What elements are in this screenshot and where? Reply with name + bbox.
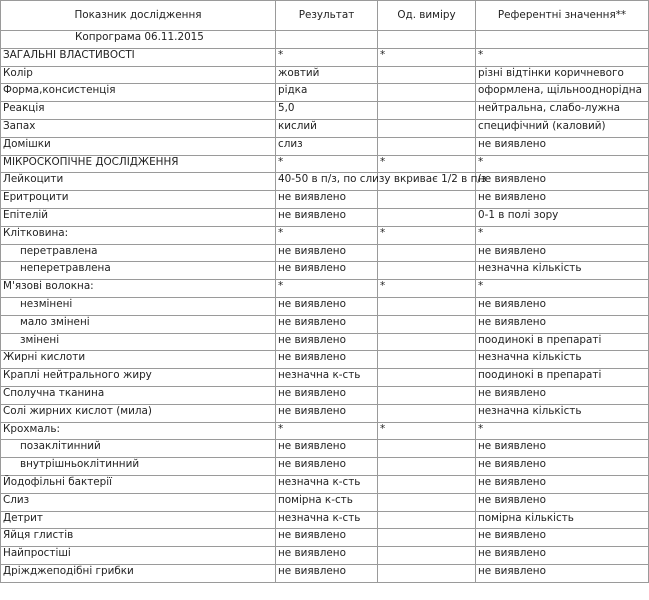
table-row (1, 226, 649, 244)
table-row (1, 262, 649, 280)
result-cell: не виявлено (276, 208, 378, 226)
title-empty-cell (476, 31, 649, 49)
result-cell: незначна к-сть (276, 475, 378, 493)
table-row (1, 422, 649, 440)
result-cell: кислий (276, 119, 378, 137)
indicator-cell: М'язові волокна: (1, 280, 276, 298)
title-empty-cell (378, 31, 476, 49)
indicator-cell: Солі жирних кислот (мила) (1, 404, 276, 422)
table-row (1, 369, 649, 387)
indicator-cell: Слиз (1, 493, 276, 511)
indicator-cell: позаклітинний (1, 440, 276, 458)
reference-cell: не виявлено (476, 564, 649, 582)
result-cell: * (276, 280, 378, 298)
unit-cell (378, 511, 476, 529)
table-row (1, 244, 649, 262)
result-cell: не виявлено (276, 333, 378, 351)
table-row (1, 564, 649, 582)
reference-cell: не виявлено (476, 458, 649, 476)
unit-cell (378, 244, 476, 262)
table-row (1, 102, 649, 120)
table-row (1, 511, 649, 529)
unit-cell (378, 404, 476, 422)
indicator-cell: Еритроцити (1, 191, 276, 209)
indicator-cell: Колір (1, 66, 276, 84)
reference-cell: не виявлено (476, 475, 649, 493)
indicator-cell: Детрит (1, 511, 276, 529)
table-row (1, 315, 649, 333)
table-body (1, 31, 649, 583)
table-row (1, 48, 649, 66)
unit-cell: * (378, 48, 476, 66)
result-cell: не виявлено (276, 191, 378, 209)
result-cell: рідка (276, 84, 378, 102)
table-row (1, 84, 649, 102)
result-cell: жовтий (276, 66, 378, 84)
result-cell: не виявлено (276, 529, 378, 547)
unit-cell (378, 440, 476, 458)
result-cell: не виявлено (276, 315, 378, 333)
indicator-cell: Йодофільні бактерії (1, 475, 276, 493)
unit-cell (378, 208, 476, 226)
table-row (1, 173, 649, 191)
unit-cell (378, 564, 476, 582)
result-cell: не виявлено (276, 297, 378, 315)
result-cell: не виявлено (276, 244, 378, 262)
table-row (1, 351, 649, 369)
indicator-cell: Запах (1, 119, 276, 137)
reference-cell: незначна кількість (476, 404, 649, 422)
result-cell: не виявлено (276, 564, 378, 582)
indicator-cell: Домішки (1, 137, 276, 155)
result-cell: не виявлено (276, 262, 378, 280)
reference-cell: не виявлено (476, 173, 649, 191)
unit-cell (378, 191, 476, 209)
indicator-cell: неперетравлена (1, 262, 276, 280)
reference-cell: 0-1 в полі зору (476, 208, 649, 226)
unit-cell: * (378, 155, 476, 173)
unit-cell (378, 315, 476, 333)
reference-cell: не виявлено (476, 440, 649, 458)
table-row (1, 280, 649, 298)
header-reference: Референтні значення** (476, 1, 649, 31)
result-cell: * (276, 155, 378, 173)
result-cell: незначна к-сть (276, 369, 378, 387)
reference-cell: не виявлено (476, 547, 649, 565)
reference-cell: поодинокі в препараті (476, 369, 649, 387)
unit-cell (378, 529, 476, 547)
indicator-cell: Епітелій (1, 208, 276, 226)
indicator-cell: перетравлена (1, 244, 276, 262)
unit-cell (378, 137, 476, 155)
title-row (1, 31, 649, 49)
unit-cell (378, 333, 476, 351)
reference-cell: незначна кількість (476, 262, 649, 280)
reference-cell: не виявлено (476, 493, 649, 511)
unit-cell (378, 547, 476, 565)
header-result: Результат (276, 1, 378, 31)
result-cell: * (276, 48, 378, 66)
reference-cell: не виявлено (476, 315, 649, 333)
reference-cell: * (476, 422, 649, 440)
reference-cell: незначна кількість (476, 351, 649, 369)
report-title: Копрограма 06.11.2015 (1, 31, 276, 49)
table-row (1, 191, 649, 209)
result-cell: не виявлено (276, 404, 378, 422)
indicator-cell: Краплі нейтрального жиру (1, 369, 276, 387)
unit-cell (378, 102, 476, 120)
reference-cell: * (476, 155, 649, 173)
result-cell: * (276, 422, 378, 440)
indicator-cell: внутрішньоклітинний (1, 458, 276, 476)
result-cell: * (276, 226, 378, 244)
indicator-cell: Крохмаль: (1, 422, 276, 440)
result-cell: незначна к-сть (276, 511, 378, 529)
table-row (1, 440, 649, 458)
title-empty-cell (276, 31, 378, 49)
result-cell: не виявлено (276, 547, 378, 565)
reference-cell: нейтральна, слабо-лужна (476, 102, 649, 120)
indicator-cell: Реакція (1, 102, 276, 120)
table-row (1, 458, 649, 476)
result-cell: 40-50 в п/з, по слизу вкриває 1/2 в п/з (276, 173, 378, 191)
table-row (1, 137, 649, 155)
reference-cell: не виявлено (476, 386, 649, 404)
indicator-cell: Жирні кислоти (1, 351, 276, 369)
unit-cell (378, 475, 476, 493)
table-row (1, 475, 649, 493)
result-cell: не виявлено (276, 440, 378, 458)
indicator-cell: змінені (1, 333, 276, 351)
reference-cell: помірна кількість (476, 511, 649, 529)
result-cell: не виявлено (276, 386, 378, 404)
table-row (1, 155, 649, 173)
table-row (1, 386, 649, 404)
reference-cell: не виявлено (476, 297, 649, 315)
unit-cell (378, 458, 476, 476)
table-row (1, 493, 649, 511)
indicator-cell: Сполучна тканина (1, 386, 276, 404)
unit-cell: * (378, 422, 476, 440)
table-row (1, 297, 649, 315)
table-header (1, 1, 649, 31)
unit-cell: * (378, 280, 476, 298)
result-cell: слиз (276, 137, 378, 155)
unit-cell (378, 262, 476, 280)
reference-cell: * (476, 48, 649, 66)
reference-cell: специфічний (каловий) (476, 119, 649, 137)
unit-cell (378, 84, 476, 102)
indicator-cell: Форма,консистенція (1, 84, 276, 102)
indicator-cell: Лейкоцити (1, 173, 276, 191)
table-row (1, 333, 649, 351)
result-cell: не виявлено (276, 458, 378, 476)
reference-cell: не виявлено (476, 191, 649, 209)
indicator-cell: Найпростіші (1, 547, 276, 565)
result-cell: не виявлено (276, 351, 378, 369)
reference-cell: не виявлено (476, 137, 649, 155)
indicator-cell: незмінені (1, 297, 276, 315)
reference-cell: не виявлено (476, 529, 649, 547)
unit-cell (378, 493, 476, 511)
result-cell: помірна к-сть (276, 493, 378, 511)
reference-cell: * (476, 280, 649, 298)
unit-cell: * (378, 226, 476, 244)
reference-cell: не виявлено (476, 244, 649, 262)
unit-cell (378, 297, 476, 315)
reference-cell: * (476, 226, 649, 244)
result-cell: 5,0 (276, 102, 378, 120)
indicator-cell: Клітковина: (1, 226, 276, 244)
unit-cell (378, 369, 476, 387)
indicator-cell: Дріжджеподібні грибки (1, 564, 276, 582)
header-row (1, 1, 649, 31)
header-unit: Од. виміру (378, 1, 476, 31)
indicator-cell: МІКРОСКОПІЧНЕ ДОСЛІДЖЕННЯ (1, 155, 276, 173)
unit-cell (378, 66, 476, 84)
indicator-cell: ЗАГАЛЬНІ ВЛАСТИВОСТІ (1, 48, 276, 66)
table-row (1, 404, 649, 422)
indicator-cell: Яйця глистів (1, 529, 276, 547)
table-row (1, 119, 649, 137)
reference-cell: поодинокі в препараті (476, 333, 649, 351)
unit-cell (378, 386, 476, 404)
indicator-cell: мало змінені (1, 315, 276, 333)
table-row (1, 66, 649, 84)
table-row (1, 547, 649, 565)
reference-cell: різні відтінки коричневого (476, 66, 649, 84)
reference-cell: оформлена, щільнооднорідна (476, 84, 649, 102)
unit-cell (378, 351, 476, 369)
header-indicator: Показник дослідження (1, 1, 276, 31)
unit-cell (378, 119, 476, 137)
table-row (1, 208, 649, 226)
table-row (1, 529, 649, 547)
